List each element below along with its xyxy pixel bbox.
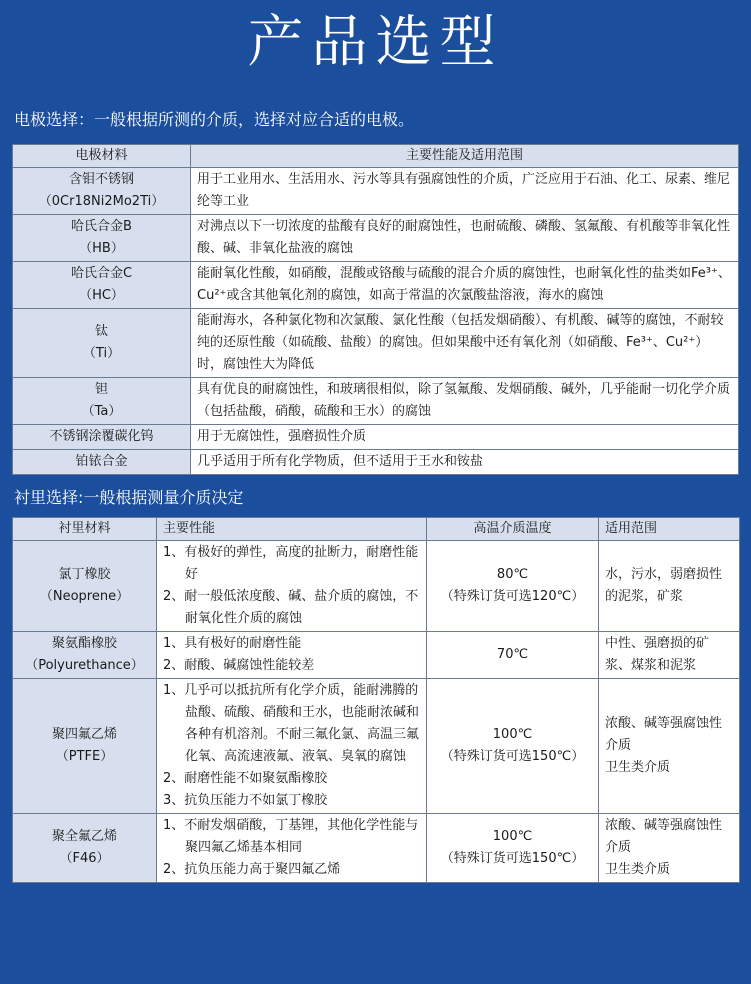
- electrode-material: 不锈钢涂覆碳化钨: [13, 425, 191, 450]
- electrode-material: 钽 （Ta）: [13, 378, 191, 425]
- lining-material: 聚四氟乙烯 （PTFE）: [13, 679, 157, 814]
- electrode-material: 含钼不锈钢 （0Cr18Ni2Mo2Ti）: [13, 168, 191, 215]
- table-row: [13, 814, 740, 883]
- electrode-table: [12, 144, 739, 475]
- table-row: [13, 425, 739, 450]
- lining-temperature: 70℃: [427, 632, 599, 679]
- electrode-description: 能耐海水，各种氯化物和次氯酸、氯化性酸（包括发烟硝酸）、有机酸、碱等的腐蚀，不耐较纯的还原性酸（如硫酸、盐酸）的腐蚀。但如果酸中还有氧化剂（如硝酸、Fe³⁺、Cu²⁺）时，腐蚀性大为降低: [191, 309, 739, 378]
- table-row: [13, 632, 740, 679]
- electrode-material: 钛 （Ti）: [13, 309, 191, 378]
- lining-performance: 1、具有极好的耐磨性能 2、耐酸、碱腐蚀性能较差: [157, 632, 427, 679]
- table-row: [13, 541, 740, 632]
- table-row: [13, 450, 739, 475]
- electrode-section-heading: 电极选择：一般根据所测的介质，选择对应合适的电极。: [14, 110, 415, 129]
- table-row: [13, 679, 740, 814]
- table-header-row: [13, 145, 739, 168]
- lining-material: 聚全氟乙烯 （F46）: [13, 814, 157, 883]
- lining-scope: 浓酸、碱等强腐蚀性介质 卫生类介质: [599, 814, 740, 883]
- table-row: [13, 378, 739, 425]
- table-row: [13, 262, 739, 309]
- lining-section-heading: 衬里选择:一般根据测量介质决定: [14, 488, 244, 507]
- electrode-description: 几乎适用于所有化学物质，但不适用于王水和铵盐: [191, 450, 739, 475]
- lining-temperature: 100℃ （特殊订货可选150℃）: [427, 814, 599, 883]
- table-row: [13, 309, 739, 378]
- lining-scope: 中性、强磨损的矿浆、煤浆和泥浆: [599, 632, 740, 679]
- lining-material: 聚氨酯橡胶 （Polyurethance）: [13, 632, 157, 679]
- electrode-description: 具有优良的耐腐蚀性，和玻璃很相似，除了氢氟酸、发烟硝酸、碱外，几乎能耐一切化学介质（包括盐酸，硝酸，硫酸和王水）的腐蚀: [191, 378, 739, 425]
- lining-performance: 1、几乎可以抵抗所有化学介质，能耐沸腾的盐酸、硫酸、硝酸和王水，也能耐浓碱和各种有机溶剂。不耐三氟化氯、高温三氟化氧、高流速液氟、液氧、臭氧的腐蚀 2、耐磨性能不如聚氨酯橡胶 3、抗负压能力不如氯丁橡胶: [157, 679, 427, 814]
- electrode-description: 用于无腐蚀性，强磨损性介质: [191, 425, 739, 450]
- electrode-description: 能耐氧化性酸，如硝酸，混酸或铬酸与硫酸的混合介质的腐蚀性，也耐氧化性的盐类如Fe³⁺、Cu²⁺或含其他氧化剂的腐蚀，如高于常温的次氯酸盐溶液，海水的腐蚀: [191, 262, 739, 309]
- lining-table: [12, 517, 740, 883]
- electrode-material: 哈氏合金C （HC）: [13, 262, 191, 309]
- lining-scope: 水，污水，弱磨损性的泥浆，矿浆: [599, 541, 740, 632]
- column-header: 主要性能: [157, 518, 427, 541]
- lining-temperature: 100℃ （特殊订货可选150℃）: [427, 679, 599, 814]
- lining-temperature: 80℃ （特殊订货可选120℃）: [427, 541, 599, 632]
- lining-scope: 浓酸、碱等强腐蚀性介质 卫生类介质: [599, 679, 740, 814]
- lining-performance: 1、不耐发烟硝酸，丁基锂，其他化学性能与聚四氟乙烯基本相同 2、抗负压能力高于聚四氟乙烯: [157, 814, 427, 883]
- column-header: 衬里材料: [13, 518, 157, 541]
- column-header: 电极材料: [13, 145, 191, 168]
- column-header: 主要性能及适用范围: [191, 145, 739, 168]
- lining-material: 氯丁橡胶 （Neoprene）: [13, 541, 157, 632]
- column-header: 高温介质温度: [427, 518, 599, 541]
- table-header-row: [13, 518, 740, 541]
- lining-performance: 1、有极好的弹性，高度的扯断力，耐磨性能好 2、耐一般低浓度酸、碱、盐介质的腐蚀，不耐氧化性介质的腐蚀: [157, 541, 427, 632]
- table-row: [13, 168, 739, 215]
- electrode-description: 对沸点以下一切浓度的盐酸有良好的耐腐蚀性，也耐硫酸、磷酸、氢氟酸、有机酸等非氧化性酸、碱、非氧化盐液的腐蚀: [191, 215, 739, 262]
- electrode-description: 用于工业用水、生活用水、污水等具有强腐蚀性的介质，广泛应用于石油、化工、尿素、维尼纶等工业: [191, 168, 739, 215]
- table-row: [13, 215, 739, 262]
- electrode-material: 哈氏合金B （HB）: [13, 215, 191, 262]
- electrode-material: 铂铱合金: [13, 450, 191, 475]
- page-title: 产品选型: [247, 10, 504, 75]
- column-header: 适用范围: [599, 518, 740, 541]
